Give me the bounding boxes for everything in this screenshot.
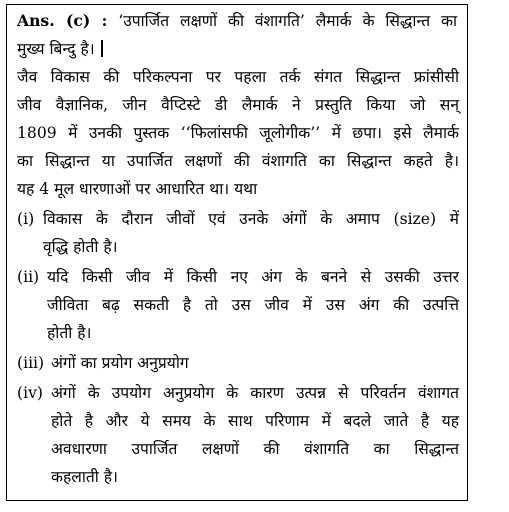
list-item-line: कहलाती है।	[51, 468, 118, 486]
para-line: का सिद्धान्त या उपार्जित लक्षणों की वंशागति का सिद्धान्त कहते है।	[17, 152, 459, 170]
answer-label: Ans. (c) :	[17, 11, 108, 30]
para-line: 1809 में उनकी पुस्तक ‘‘फिलांसफी जूलोगीक’’ में छपा। इसे लैमार्क	[17, 124, 459, 142]
list-item-line: होती है।	[47, 324, 92, 342]
para-line: जैव विकास की परिकल्पना पर पहला तर्क संगत सिद्धान्त फ्रांसीसी	[17, 68, 459, 86]
list-item-line: जीविता बढ़ सकती है तो उस जीव में उस अंग की उत्पत्ति	[47, 296, 459, 314]
list-item-line: अंगों का प्रयोग अनुप्रयोग	[51, 354, 189, 372]
list-item-number: (iii)	[17, 354, 45, 372]
list-item-line: होते है और ये समय के साथ परिणाम में बदले जाते है यह	[51, 412, 459, 430]
answer-heading-line	[17, 11, 457, 31]
list-item-line: अंगों के उपयोग अनुप्रयोग के कारण उत्पन्न से परिवर्तन वंशागत	[51, 384, 459, 402]
list-item-number: (i)	[17, 210, 35, 228]
list-item-line: यदि किसी जीव में किसी नए अंग के बनने से उसकी उत्तर	[47, 268, 459, 286]
list-item-number: (ii)	[17, 268, 40, 286]
answer-heading-text: ‘उपार्जित लक्षणों की वंशागति’ लैमार्क के सिद्धान्त का	[118, 12, 458, 30]
list-item-line: वृद्धि होती है।	[43, 238, 118, 256]
para-line: जीव वैज्ञानिक, जीन वैप्टिस्टे डी लैमार्क ने प्रस्तुति किया जो सन्	[17, 96, 459, 114]
answer-box	[6, 4, 468, 501]
answer-heading-line-2	[17, 39, 103, 59]
text-cursor	[101, 40, 103, 57]
para-line: यह 4 मूल धारणाओं पर आधारित था। यथा	[17, 180, 258, 198]
list-item-line: अवधारणा उपार्जित लक्षणों की वंशागति का सिद्धान्त	[51, 440, 459, 458]
list-item-number: (iv)	[17, 384, 43, 402]
answer-heading-text-2: मुख्य बिन्दु है।	[17, 40, 95, 58]
list-item-line: विकास के दौरान जीवों एवं उनके अंगों के अमाप (size) में	[43, 210, 459, 228]
